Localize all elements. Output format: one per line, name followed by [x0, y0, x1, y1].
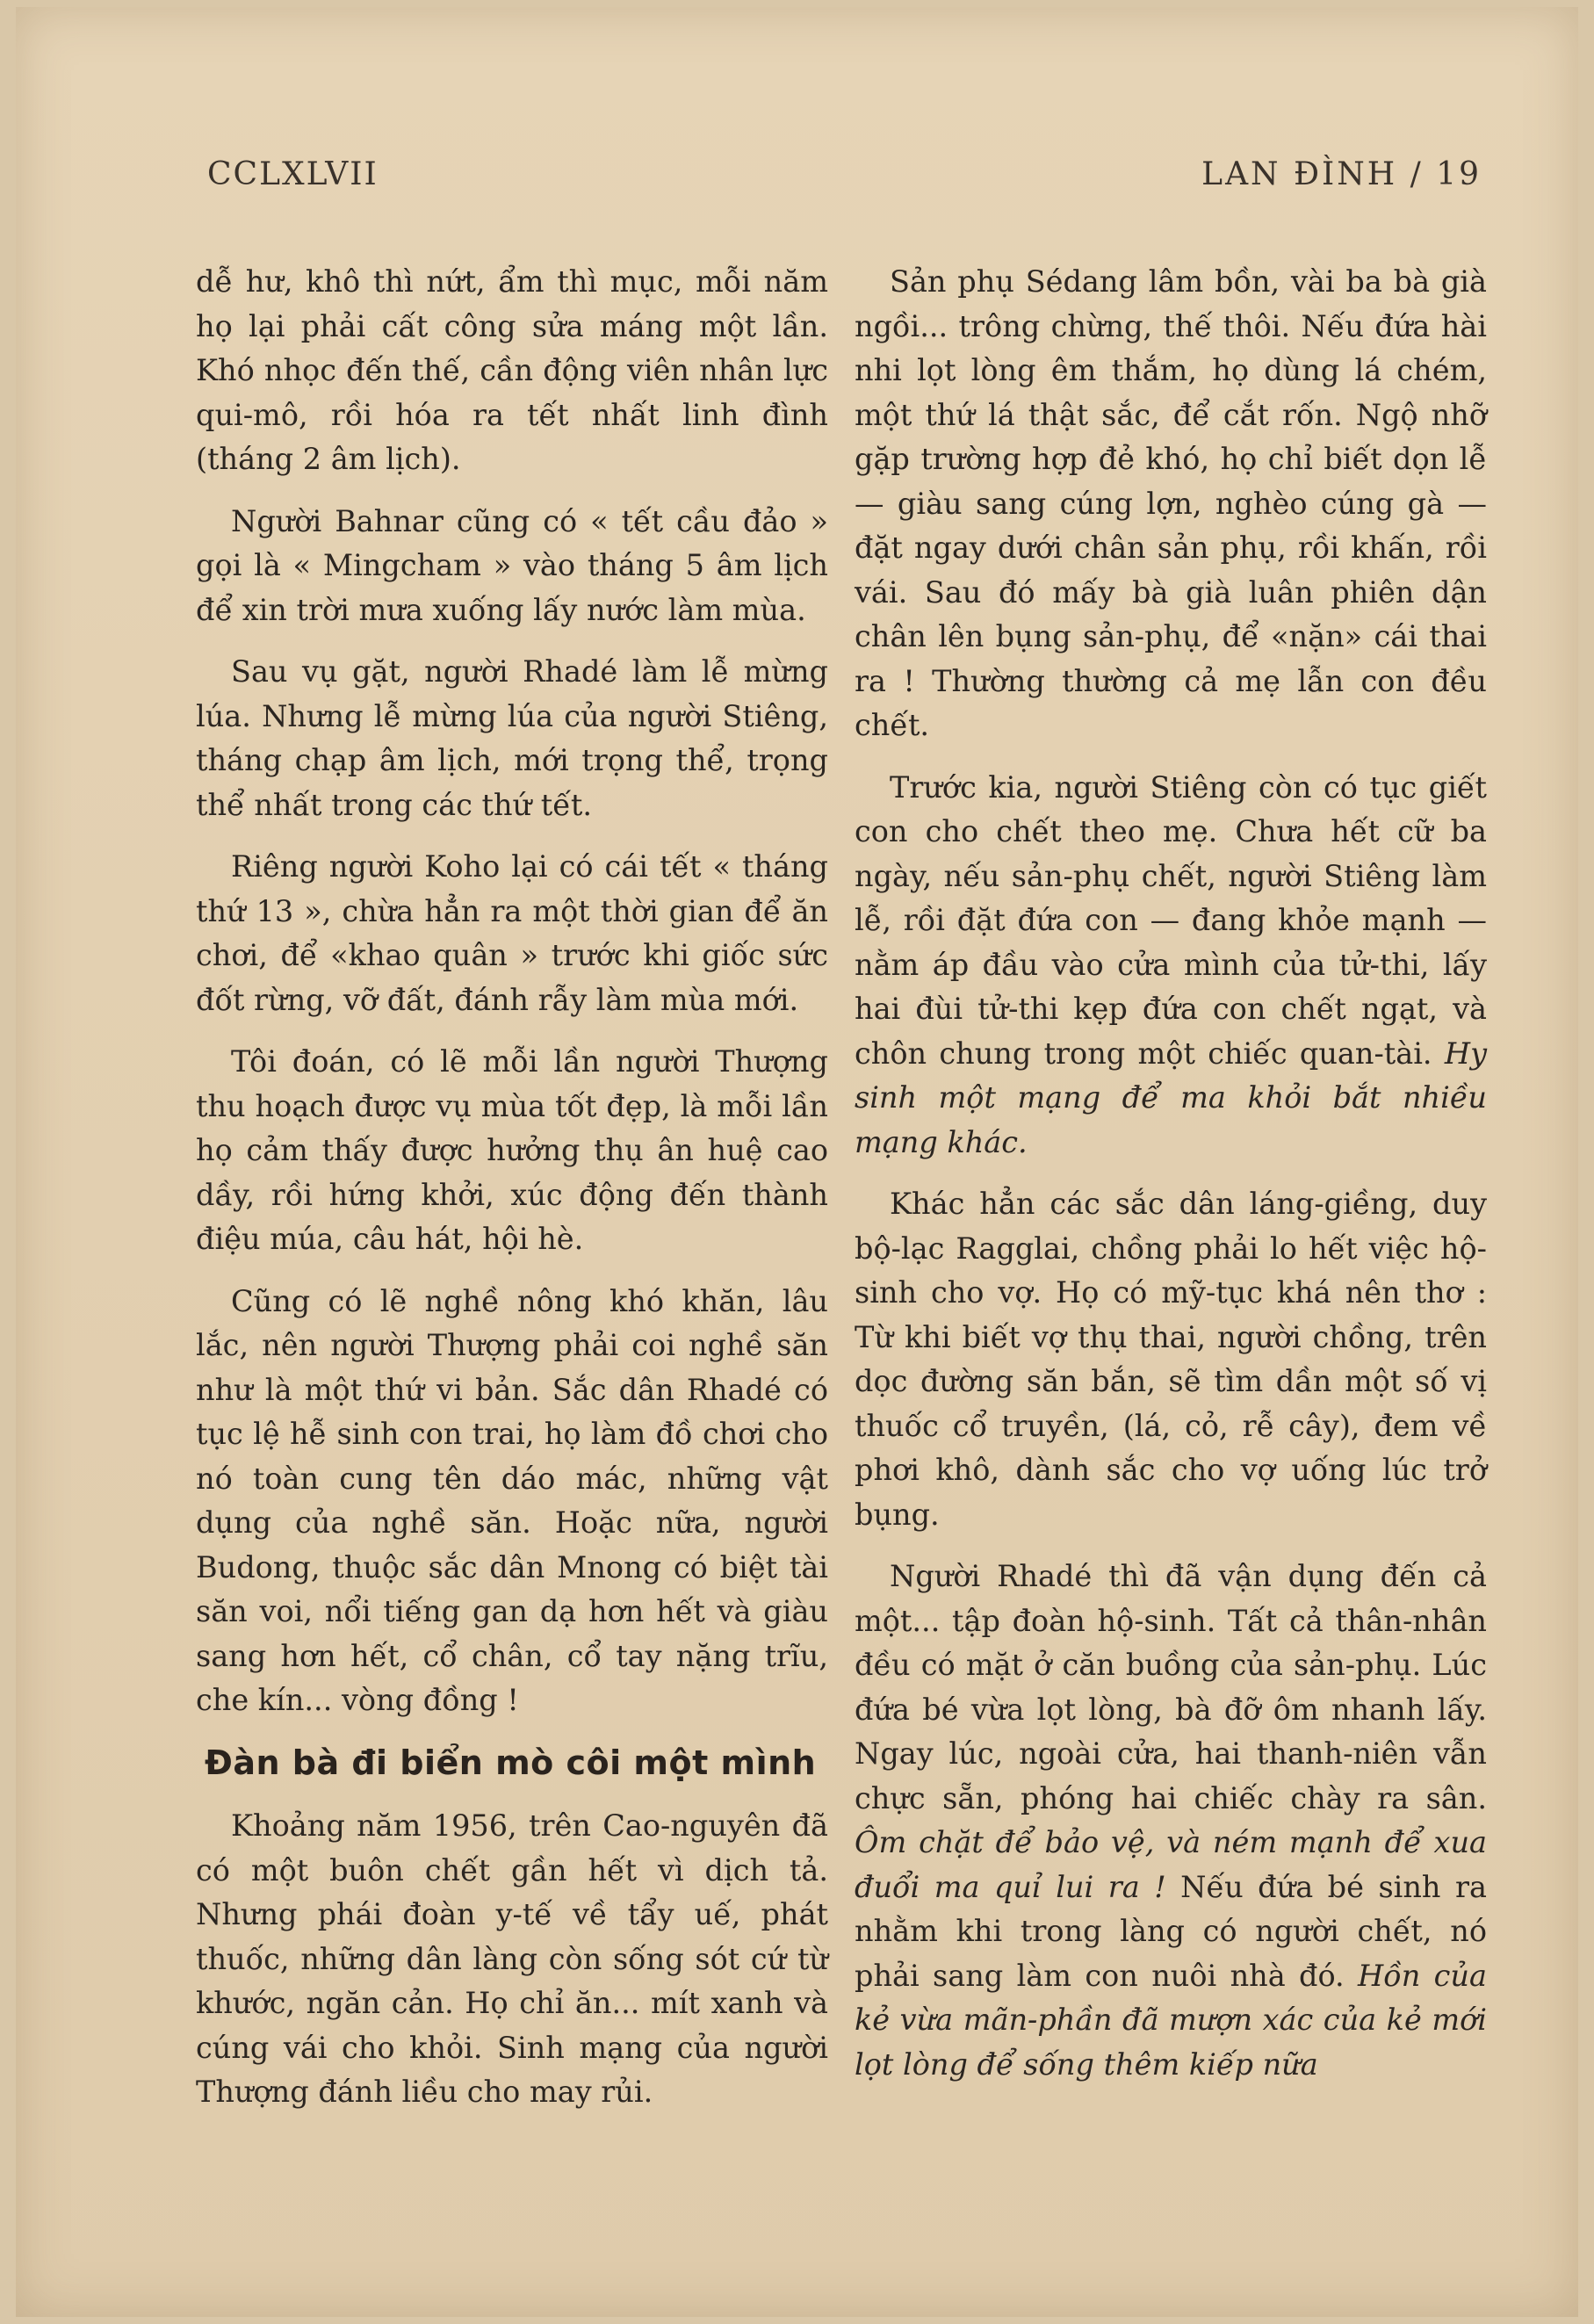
italic-text: Hồn của kẻ vừa mãn-phần đã mượn xác của kẻ mới lọt lòng để sống thêm kiếp nữa: [855, 1958, 1487, 2082]
italic-text: Hy sinh một mạng để ma khỏi bắt nhiều mạng khác.: [855, 1036, 1487, 1159]
paragraph: [855, 1555, 1487, 2087]
paragraph: Cũng có lẽ nghề nông khó khăn, lâu lắc, nên người Thượng phải coi nghề săn như là một thứ vi bản. Sắc dân Rhadé có tục lệ hễ sinh con trai, họ làm đồ chơi cho nó toàn cung tên dáo mác, những vật dụng của nghề săn. Hoặc nữa, người Budong, thuộc sắc dân Mnong có biệt tài săn voi, nổi tiếng gan dạ hơn hết và giàu sang hơn hết, cổ chân, cổ tay nặng trĩu, che kín... vòng đồng !: [196, 1283, 828, 1717]
paragraph: Tôi đoán, có lẽ mỗi lần người Thượng thu hoạch được vụ mùa tốt đẹp, là mỗi lần họ cảm thấy được hưởng thụ ân huệ cao dầy, rồi hứng khởi, xúc động đến thành điệu múa, câu hát, hội hè.: [196, 1044, 828, 1256]
paragraph: Riêng người Koho lại có cái tết « tháng thứ 13 », chừa hẳn ra một thời gian để ăn chơi, để «khao quân » trước khi giốc sức đốt rừng, vỡ đất, đánh rẫy làm mùa mới.: [196, 849, 828, 1017]
page-number-roman: CCLXLVII: [207, 156, 379, 192]
paragraph: Khoảng năm 1956, trên Cao-nguyên đã có một buôn chết gần hết vì dịch tả. Nhưng phái đoàn y-tế về tẩy uế, phát thuốc, những dân làng còn sống sót cứ từ khước, ngăn cản. Họ chỉ ăn... mít xanh và cúng vái cho khỏi. Sinh mạng của người Thượng đánh liều cho may rủi.: [196, 1808, 828, 2109]
paragraph: [855, 766, 1487, 1166]
paragraph-text: Người Rhadé thì đã vận dụng đến cả một... tập đoàn hộ-sinh. Tất cả thân-nhân đều có mặt ở căn buồng của sản-phụ. Lúc đứa bé vừa lọt lòng, bà đỡ ôm nhanh lấy. Ngay lúc, ngoài cửa, hai thanh-niên vẫn chực sẵn, phóng hai chiếc chày ra sân.: [855, 1559, 1487, 1815]
italic-text: Ôm chặt để bảo vệ, và ném mạnh để xua đuổi ma quỉ lui ra !: [855, 1825, 1487, 1904]
page-header: [16, 156, 1578, 200]
paragraph: dễ hư, khô thì nứt, ẩm thì mục, mỗi năm họ lại phải cất công sửa máng một lần. Khó nhọc đến thế, cần động viên nhân lực qui-mô, rồi hóa ra tết nhất linh đình (tháng 2 âm lịch).: [196, 264, 828, 476]
running-title: LAN ĐÌNH / 19: [1201, 156, 1482, 192]
right-column: [855, 260, 1487, 2104]
paragraph: Sau vụ gặt, người Rhadé làm lễ mừng lúa. Nhưng lễ mừng lúa của người Stiêng, tháng chạp âm lịch, mới trọng thể, trọng thể nhất trong các thứ tết.: [196, 654, 828, 822]
paragraph-text: Nếu đứa bé sinh ra nhằm khi trong làng có người chết, nó phải sang làm con nuôi nhà đó.: [855, 1869, 1487, 1993]
paragraph: Người Bahnar cũng có « tết cầu đảo » gọi là « Mingcham » vào tháng 5 âm lịch để xin trời mưa xuống lấy nước làm mùa.: [196, 503, 828, 627]
paragraph-text: Trước kia, người Stiêng còn có tục giết con cho chết theo mẹ. Chưa hết cữ ba ngày, nếu sản-phụ chết, người Stiêng làm lễ, rồi đặt đứa con — đang khỏe mạnh — nằm áp đầu vào cửa mình của tử-thi, lấy hai đùi tử-thi kẹp đứa con chết ngạt, và chôn chung trong một chiếc quan-tài.: [855, 769, 1487, 1071]
book-page: [16, 7, 1578, 2317]
section-heading: Đàn bà đi biển mò côi một mình: [205, 1743, 817, 1782]
paragraph: Khác hẳn các sắc dân láng-giềng, duy bộ-lạc Ragglai, chồng phải lo hết việc hộ-sinh cho vợ. Họ có mỹ-tục khá nên thơ : Từ khi biết vợ thụ thai, người chồng, trên dọc đường săn bắn, sẽ tìm dần một số vị thuốc cổ truyền, (lá, cỏ, rễ cây), đem về phơi khô, dành sắc cho vợ uống lúc trở bụng.: [855, 1187, 1487, 1532]
left-column: [196, 260, 828, 2133]
paragraph: Sản phụ Sédang lâm bồn, vài ba bà già ngồi... trông chừng, thế thôi. Nếu đứa hài nhi lọt lòng êm thắm, họ dùng lá chém, một thứ lá thật sắc, để cắt rốn. Ngộ nhỡ gặp trường hợp đẻ khó, họ chỉ biết dọn lễ — giàu sang cúng lợn, nghèo cúng gà — đặt ngay dưới chân sản phụ, rồi khấn, rồi vái. Sau đó mấy bà già luân phiên dận chân lên bụng sản-phụ, để «nặn» cái thai ra ! Thường thường cả mẹ lẫn con đều chết.: [855, 264, 1487, 742]
